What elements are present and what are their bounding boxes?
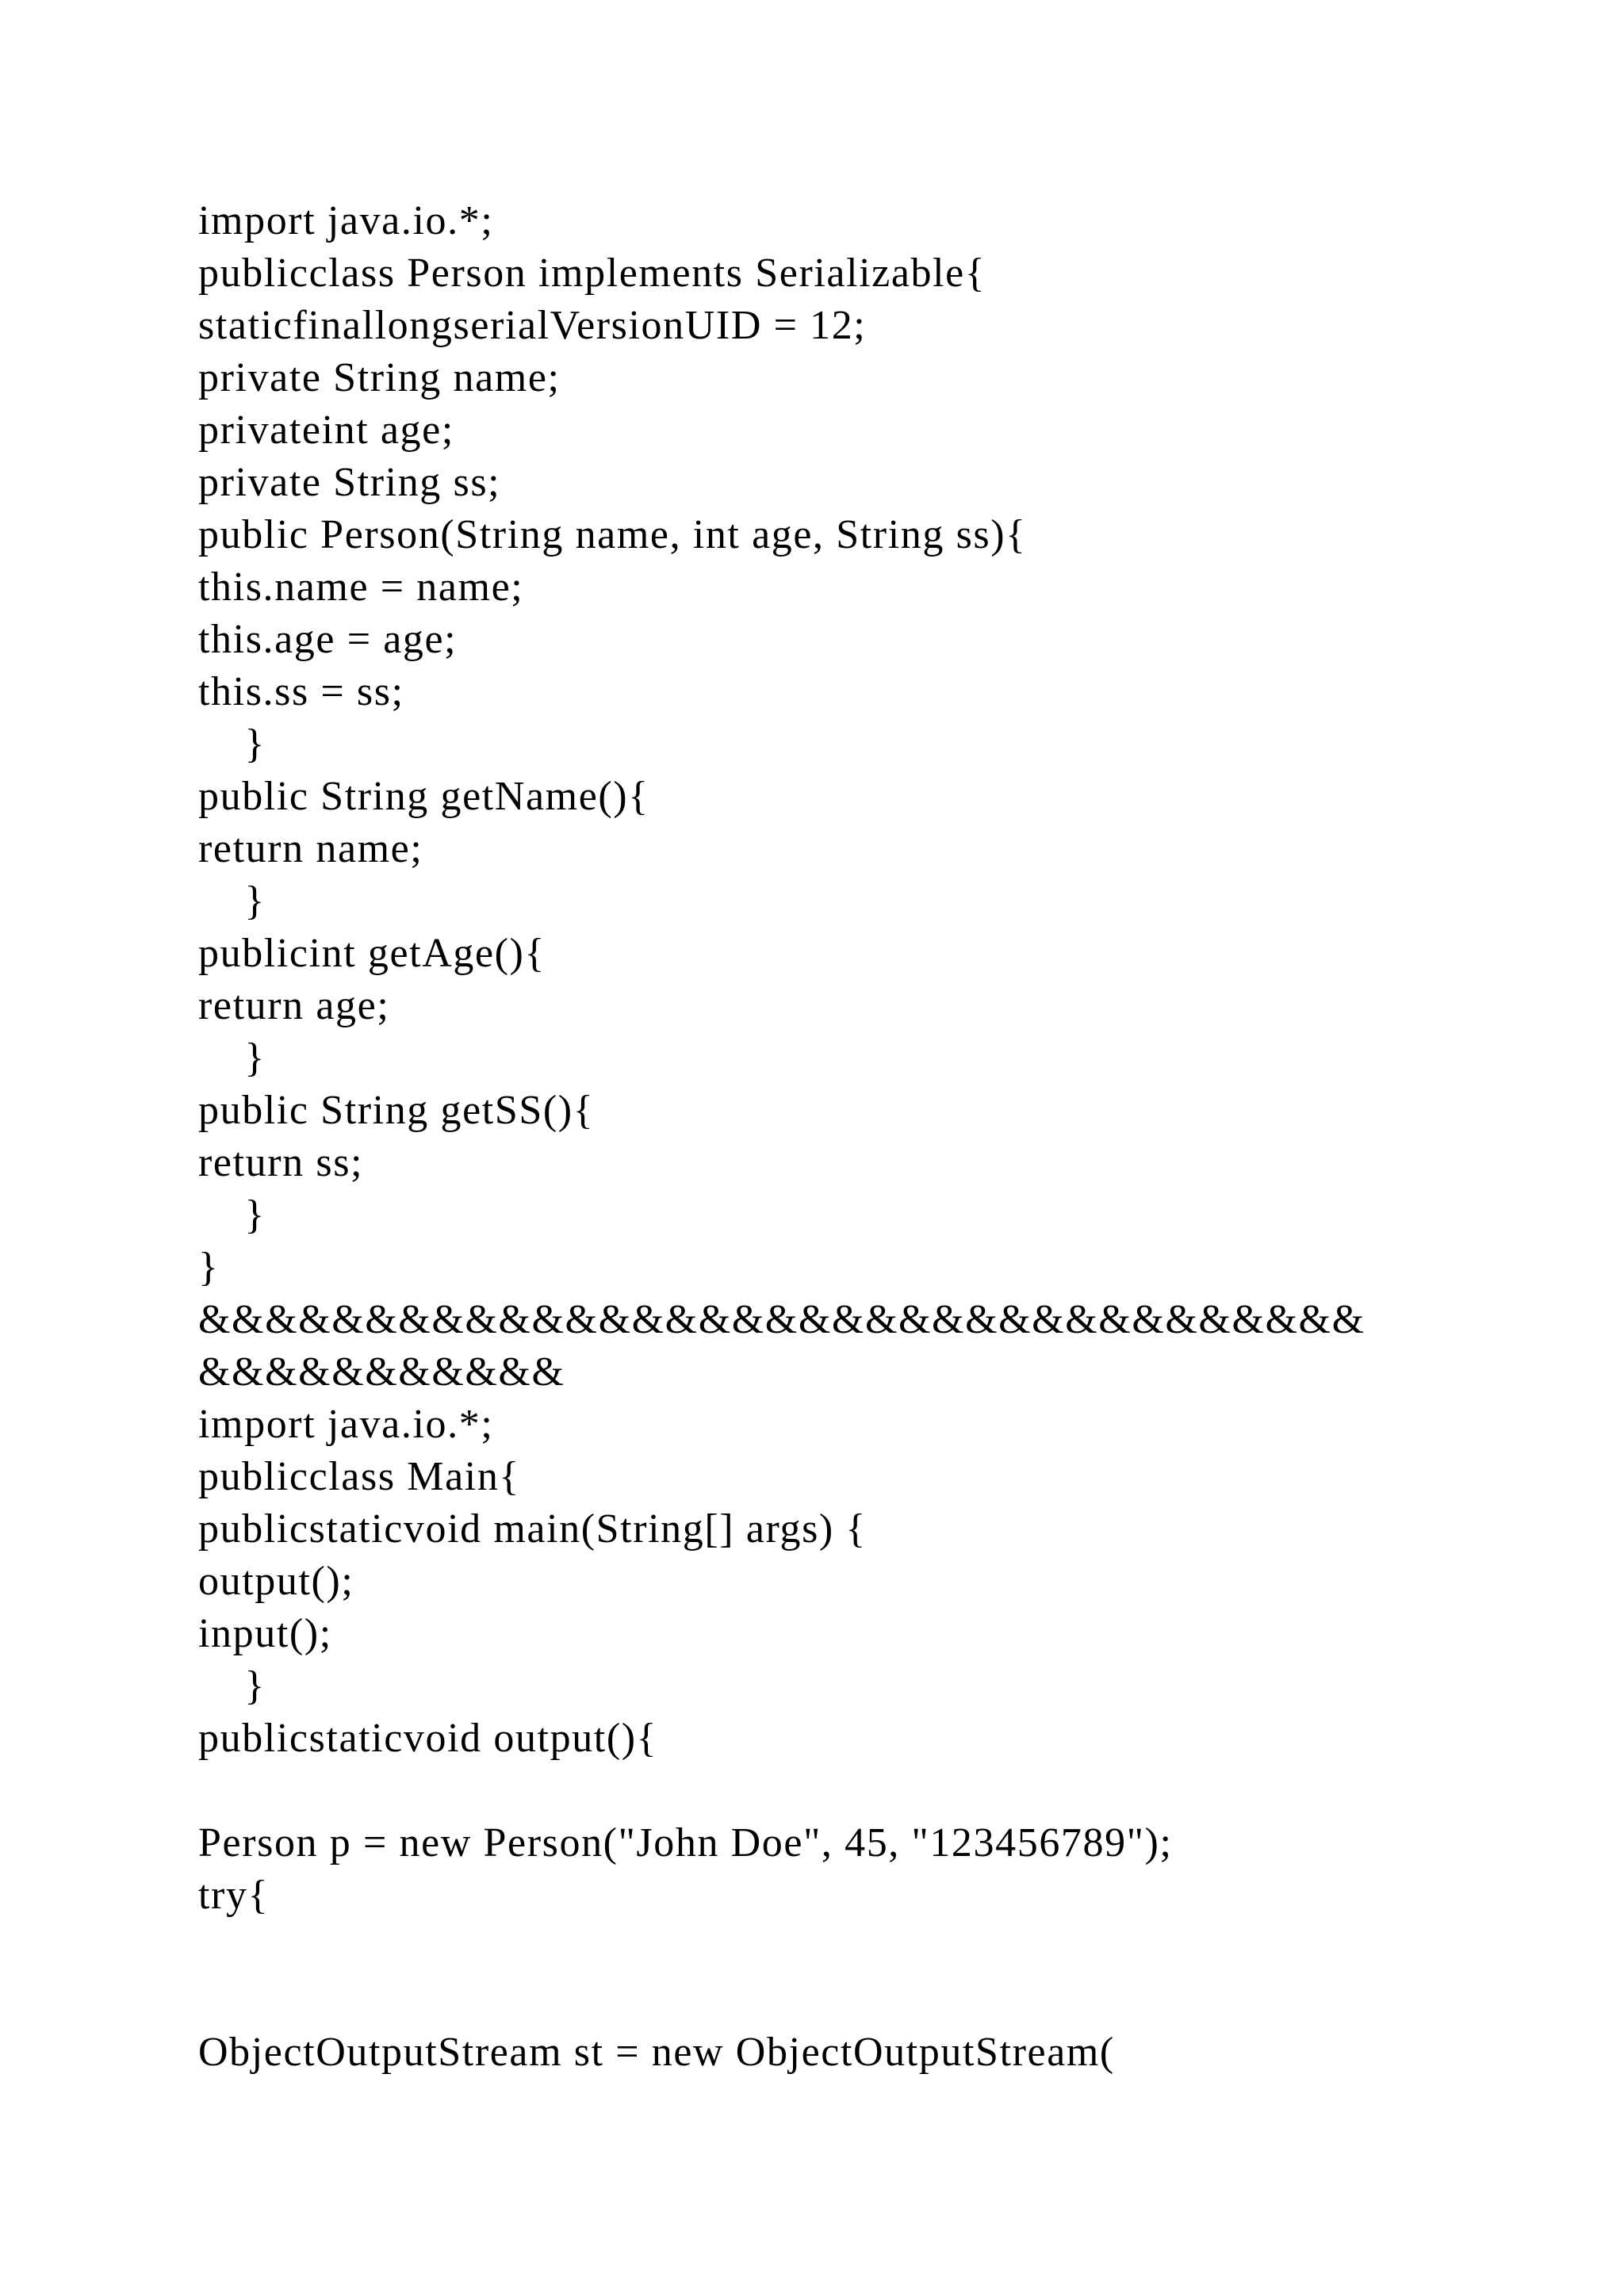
code-line: output(); <box>198 1559 354 1604</box>
code-line: return age; <box>198 983 390 1028</box>
code-line: this.age = age; <box>198 617 458 662</box>
code-line: try{ <box>198 1873 270 1918</box>
code-line: } <box>198 1192 266 1238</box>
code-line: return name; <box>198 826 423 871</box>
code-line: private String name; <box>198 355 561 400</box>
code-line: this.name = name; <box>198 564 524 610</box>
code-line: ObjectOutputStream st = new ObjectOutputStream( <box>198 2030 1115 2075</box>
code-line: staticfinallongserialVersionUID = 12; <box>198 303 867 348</box>
code-line: publicclass Main{ <box>198 1454 520 1499</box>
separator-line: &&&&&&&&&&&&&&&&&&&&&&&&&&&&&&&&&&& <box>198 1297 1365 1342</box>
separator-line: &&&&&&&&&&& <box>198 1349 565 1395</box>
code-line: input(); <box>198 1611 332 1656</box>
code-line: public Person(String name, int age, String ss){ <box>198 512 1027 557</box>
code-line: } <box>198 721 266 767</box>
code-line: publicstaticvoid output(){ <box>198 1716 658 1761</box>
code-text-block <box>198 195 1546 2079</box>
blank-line <box>198 1922 1546 1974</box>
code-line: publicint getAge(){ <box>198 931 546 976</box>
code-line: } <box>198 1035 266 1081</box>
code-line: } <box>198 1663 266 1709</box>
code-line: private String ss; <box>198 460 501 505</box>
blank-line <box>198 1765 1546 1817</box>
code-line: import java.io.*; <box>198 198 494 243</box>
code-line: public String getName(){ <box>198 774 649 819</box>
code-line: publicstaticvoid main(String[] args) { <box>198 1506 867 1552</box>
code-line: Person p = new Person("John Doe", 45, "123456789"); <box>198 1820 1173 1866</box>
code-line: } <box>198 1245 220 1290</box>
code-line: this.ss = ss; <box>198 669 404 714</box>
code-line: privateint age; <box>198 408 454 453</box>
blank-line <box>198 1974 1546 2026</box>
code-line: import java.io.*; <box>198 1402 494 1447</box>
code-line: publicclass Person implements Serializable{ <box>198 251 986 296</box>
code-line: public String getSS(){ <box>198 1088 595 1133</box>
code-line: return ss; <box>198 1140 364 1185</box>
code-line: } <box>198 878 266 924</box>
